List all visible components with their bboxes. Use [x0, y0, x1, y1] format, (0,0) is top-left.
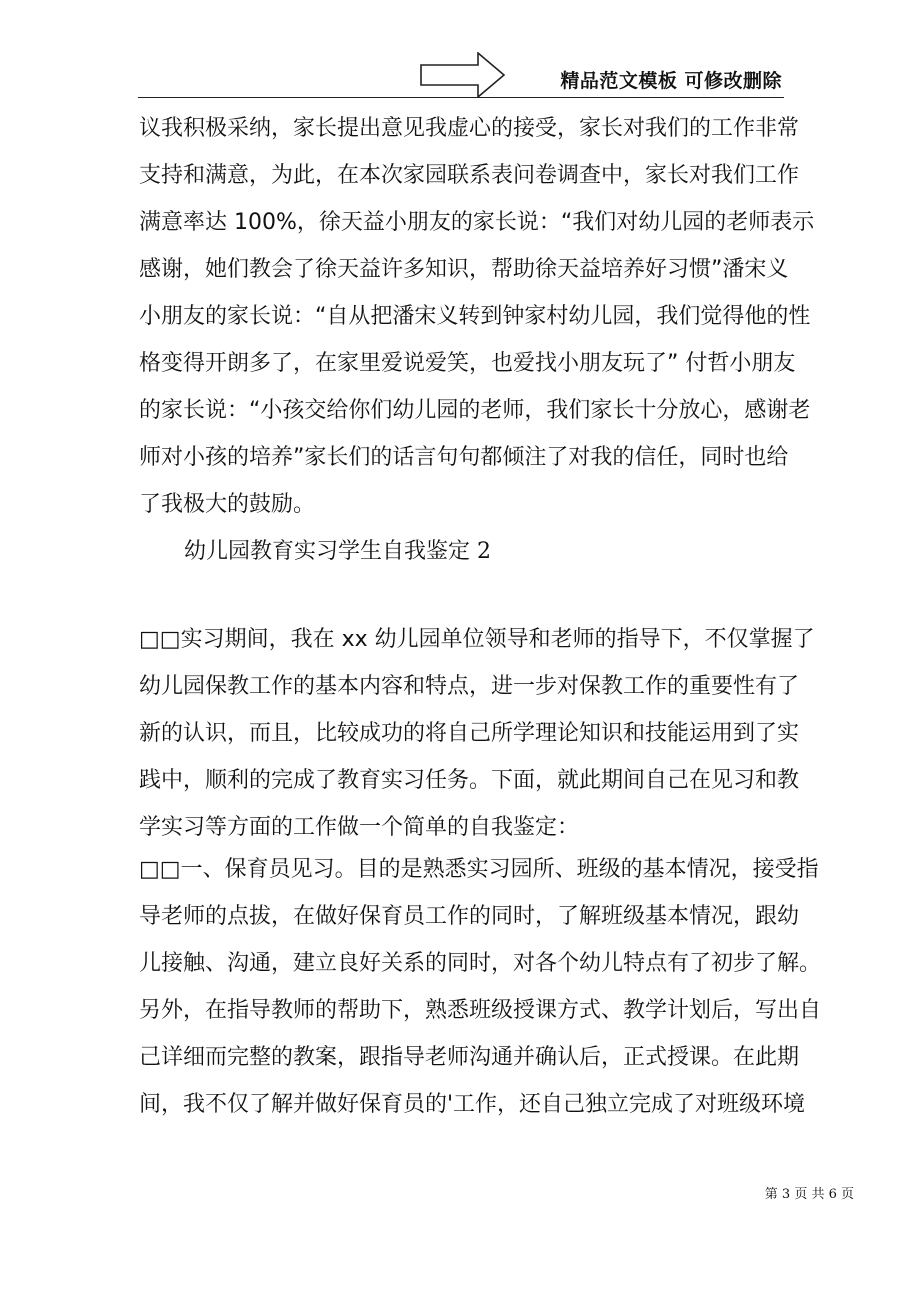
text-line: 满意率达 100%，徐天益小朋友的家长说：“我们对幼儿园的老师表示 — [139, 210, 815, 235]
text-line: 己详细而完整的教案，跟指导老师沟通并确认后，正式授课。在此期 — [139, 1045, 800, 1070]
text-line: 儿接触、沟通，建立良好关系的同时，对各个幼儿特点有了初步了解。 — [139, 951, 822, 976]
paragraph-3 — [139, 855, 822, 1120]
text-line: 议我积极采纳，家长提出意见我虚心的接受，家长对我们的工作非常 — [139, 116, 800, 141]
text-line: 导老师的点拔，在做好保育员工作的同时，了解班级基本情况，跟幼 — [139, 904, 800, 929]
text-line: 的家长说：“小孩交给你们幼儿园的老师，我们家长十分放心，感谢老 — [139, 398, 811, 423]
document-body — [139, 114, 822, 1137]
text-line: 小朋友的家长说：“自从把潘宋义转到钟家村幼儿园，我们觉得他的性 — [139, 304, 811, 329]
text-line: 格变得开朗多了，在家里爱说爱笑，也爱找小朋友玩了” 付哲小朋友 — [139, 351, 796, 376]
page-number: 第 3 页 共 6 页 — [764, 1187, 854, 1202]
text-line: 学实习等方面的工作做一个简单的自我鉴定： — [139, 815, 580, 840]
header-divider — [138, 97, 784, 98]
arrow-right-icon — [420, 52, 506, 98]
text-line: 践中，顺利的完成了教育实习任务。下面，就此期间自己在见习和教 — [139, 768, 800, 793]
text-line: 另外，在指导教师的帮助下，熟悉班级授课方式、教学计划后，写出自 — [139, 998, 822, 1023]
section-heading: 幼儿园教育实习学生自我鉴定 2 — [184, 539, 491, 564]
text-line: 幼儿园保教工作的基本内容和特点，进一步对保教工作的重要性有了 — [139, 674, 800, 699]
text-line: □□实习期间，我在 xx 幼儿园单位领导和老师的指导下，不仅掌握了 — [139, 627, 815, 652]
text-line: 感谢，她们教会了徐天益许多知识，帮助徐天益培养好习惯”潘宋义 — [139, 257, 789, 282]
header-title: 精品范文模板 可修改删除 — [560, 70, 782, 92]
text-line: 师对小孩的培养”家长们的话言句句都倾注了对我的信任，同时也给 — [139, 445, 789, 470]
text-line: □□一、保育员见习。目的是熟悉实习园所、班级的基本情况，接受指 — [139, 857, 819, 882]
text-line: 了我极大的鼓励。 — [139, 492, 316, 517]
text-line: 新的认识，而且，比较成功的将自己所学理论知识和技能运用到了实 — [139, 721, 800, 746]
paragraph-2 — [139, 625, 815, 843]
text-line: 支持和满意，为此，在本次家园联系表问卷调查中，家长对我们工作 — [139, 163, 800, 188]
paragraph-1 — [139, 114, 815, 520]
text-line: 间，我不仅了解并做好保育员的'工作，还自己独立完成了对班级环境 — [139, 1092, 806, 1117]
